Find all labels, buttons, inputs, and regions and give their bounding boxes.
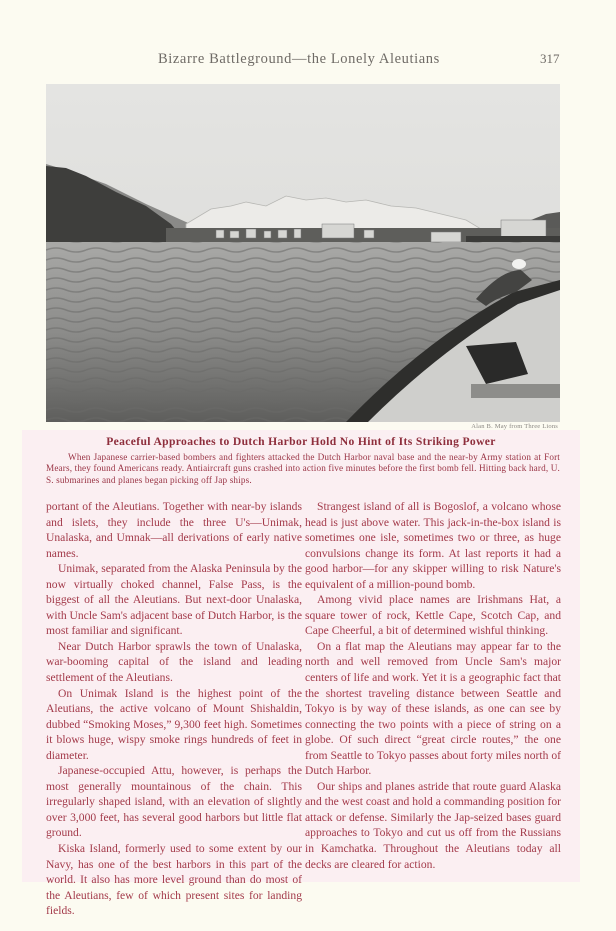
photo-credit: Alan B. May from Three Lions	[471, 423, 558, 430]
running-head: Bizarre Battleground—the Lonely Aleutians	[158, 51, 440, 67]
person-hat	[512, 259, 526, 269]
paragraph: Our ships and planes astride that route guard Alaska and the west coast and hold a commanding position for attack or defense. Similarly the Jap-seized bases guard approaches to Tokyo and cut us off from the Russians in Kamchatka. Throughout the Aleutians today all decks are cleared for action.	[305, 779, 561, 871]
text-column-left	[46, 499, 302, 919]
boat-seat	[471, 384, 560, 398]
harbor-photo	[46, 84, 560, 422]
paragraph: Kiska Island, formerly used to some extent by our Navy, has one of the best harbors in this part of the world. It also has more level ground than do most of the Aleutians, few of which present sites for landing fields.	[46, 842, 302, 918]
paragraph: Near Dutch Harbor sprawls the town of Unalaska, war-booming capital of the island and leading settlement of the Aleutians.	[46, 639, 302, 685]
caption-title: Peaceful Approaches to Dutch Harbor Hold No Hint of Its Striking Power	[106, 435, 496, 448]
caption-body: When Japanese carrier-based bombers and fighters attacked the Dutch Harbor naval base and the near-by Army station at Fort Mears, they found Americans ready. Antiaircraft guns crashed into action five minutes before the first bomb fell. Hitting back hard, U. S. submarines and planes began picking off Jap ships.	[46, 452, 560, 485]
paragraph: On Unimak Island is the highest point of the Aleutians, the active volcano of Mount Shishaldin, dubbed “Smoking Moses,” 9,300 feet high. Sometimes it blows huge, wispy smoke rings hundreds of feet in diameter.	[46, 686, 302, 762]
harbor-photo-drawing	[46, 84, 560, 422]
pier	[466, 236, 560, 242]
paragraph: Japanese-occupied Attu, however, is perhaps the most generally mountainous of the chain. This irregularly shaped island, with an elevation of slightly over 3,000 feet, has several good harbors but little flat ground.	[46, 764, 302, 840]
paragraph: On a flat map the Aleutians may appear far to the north and well removed from Uncle Sam's major centers of life and work. Yet it is a geographic fact that the shortest traveling distance between Seattle and Tokyo is by way of these islands, as one can see by connecting the two points with a piece of string on a globe. Of such direct “great circle routes,” the one from Seattle to Tokyo passes about forty miles north of Dutch Harbor.	[305, 639, 561, 778]
page-number: 317	[540, 51, 560, 66]
paragraph: Among vivid place names are Irishmans Hat, a square tower of rock, Kettle Cape, Scotch Cap, and Cape Cheerful, a bit of determined wishful thinking.	[305, 593, 561, 638]
paragraph: portant of the Aleutians. Together with near-by islands and islets, they include the three U's—Unimak, Unalaska, and Umnak—all derivations of early native names.	[46, 500, 302, 560]
paragraph: Unimak, separated from the Alaska Peninsula by the now virtually choked channel, False Pass, is the biggest of all the Aleutians. But next-door Unalaska, with Uncle Sam's adjacent base of Dutch Harbor, is the most familiar and significant.	[46, 562, 302, 638]
text-column-right	[305, 499, 561, 872]
paragraph: Strangest island of all is Bogoslof, a volcano whose head is just above water. This jack-in-the-box island is sometimes one isle, sometimes two or three, as huge convulsions change its form. At last reports it had a good harbor—for any skipper willing to risk Nature's equivalent of a million-pound bomb.	[305, 500, 561, 591]
